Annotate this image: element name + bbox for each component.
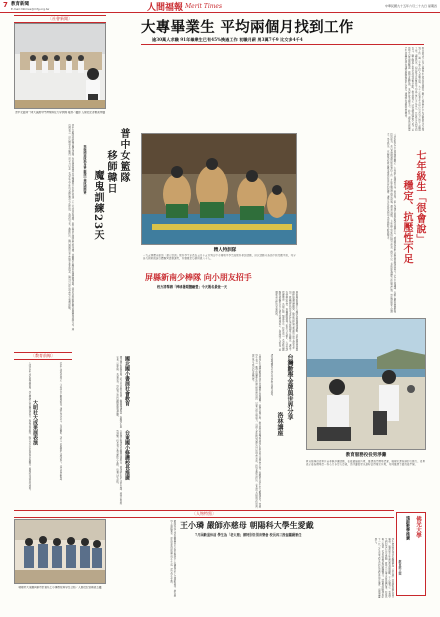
- ad-tag: 教育部立案: [398, 560, 402, 575]
- feature-headline: 王小璘 嚴師亦慈母 朝陽科大學生愛戴: [180, 520, 314, 530]
- section-tag-education: 〔教育前線〕: [14, 352, 72, 360]
- lead-rule: [141, 44, 424, 45]
- left-story-sub: 與韓國球隊熱身賽 觀摩中華隊國際賽: [83, 145, 87, 195]
- left-story-headline-b: 移師韓日: [105, 150, 116, 194]
- masthead-url: E-mail:mtimes@mfg.org.tw: [11, 7, 50, 11]
- beach-cleanup-caption: 教育服務役役男淨灘: [345, 453, 387, 458]
- girls-basketball-caption: 普中女籃隊一隊大溪國中門神球隊在大學訓練 報道／攝影 人間社記者楊美秀攝: [15, 111, 105, 114]
- edu-story-b-body: 國北國小舉辦書展，結合社會教育資源，推廣閱讀風氣，鼓勵學生與家長一同參與，共享書香。學校表示將持續推動閱讀活動。: [115, 356, 122, 428]
- edu-story-e-title: 洛林講座: [276, 412, 283, 436]
- edu-story-e-body: 講座邀請國內外學者分享教育研究成果。: [270, 354, 273, 398]
- section-name: 教育新聞: [11, 2, 29, 7]
- photo-caption-title: 精人特訓隊: [213, 248, 237, 253]
- ad-subtitle: 遠距教學推廣: [406, 516, 411, 540]
- edu-story-b-title: 國北國小書展社會教育: [124, 356, 130, 406]
- left-story-headline-a: 普中女籃隊: [118, 128, 129, 183]
- feature-caption: 朝陽科大景觀與都市計畫系王小璘教授與學生合照／人間社記者陳美玉攝: [18, 586, 102, 589]
- girls-basketball-photo: [14, 23, 106, 109]
- photo-caption-text: 一九五隊體育館的「超人特訓」報名學生家長在五月十五日到台中市城明中學完成報名參加活動，這次活動分為高中組及國中組，共分為九個班級進行體驗營活動課程，名額限定每個班級八十人。: [143, 254, 296, 261]
- edu-story-a-title: 大明社大成果展表演: [32, 400, 38, 445]
- feature-subhead: 7月屆齡退休前 學生為「老太婆」辦特別告別音樂會 校長再三挽留繼續兼任: [195, 533, 302, 537]
- right-story-body: 一項針對企業主管的調查顯示，七年級生表達能力佳、很會說，但工作穩定度與抗壓性普遍不足，成為職場新鮮人最需要加強的部分。企業主管建議，年輕人應培養面對挫折的能力，並以長期規劃的態度看待工作，才能在職場中穩定發展。調查也發現，七年級生對新科技接受度高，創意十足，若能加強團隊合作與責任感，將能發揮更大的潛力。學者指出，家庭與學校教育應重視挫折容忍度的培養，讓學生在成長過程中學習面對失敗與壓力。: [386, 133, 396, 313]
- logo-cn: 人間福報: [147, 3, 184, 13]
- page-number: 7: [3, 1, 8, 9]
- section-tag-campus: 〔社會新聞〕: [14, 15, 106, 23]
- beach-cleanup-text: 教育服務役役男日前參與淨灘活動，在海邊撿拾垃圾，維護海岸環境清潔，展現愛護地球的行動力。役男表示能為環境盡一份心力非常有意義，也呼籲民眾出遊時記得帶走垃圾，共同維護美麗的海岸線。: [306, 460, 426, 467]
- edu-story-a-body-2: 社區大學校長表示，今年學員人數創新高，課程內容多元，包括藝術、語言、電腦與生活技能等，深受民眾歡迎。: [59, 362, 62, 482]
- group-photo-image: [15, 520, 106, 584]
- left-story-body: 普中女籃隊移師韓日魔鬼訓練，利用暑假期間前往韓國與日本進行長達二十三天的移地訓練，與當地高中球隊進行熱身賽，並觀摩中華隊參加國際邀請賽，學習先進的戰術觀念與體能訓練方式。球員們表示，這次機會非常難得，將全力以赴，希望在下學年的全國比賽中爭取佳績，為學校爭光。教練指出，韓日兩國的女子籃球水準都很高，球員可以從中學習許多寶貴經驗。: [67, 124, 74, 331]
- training-kids-photo: [141, 133, 297, 245]
- center-story-sub: 校方將舉辦「棒球暑期體驗營」今天報名最後一天: [157, 285, 228, 289]
- lead-subhead: 逾30萬人求職 91年畢業生已有45%換過工作 初職月薪 男3萬7千9 比女多4千4: [152, 37, 303, 42]
- section-tag-feature: 〔人物特寫〕: [14, 510, 394, 518]
- edu-story-d-body: 台灣學生在國際數學奧林匹亞競賽中表現優異，榮獲多面金牌，教育部特別邀請得獎學生與各界分享學習心得，鼓勵更多學生投入數理研究。得獎學生表示，數學的樂趣在於解決問題的過程，只要有恆心與毅力，每個人都能找到屬於自己的學習方法。指導老師也指出，家長的支持與學校的資源是學生成功的重要因素。: [251, 354, 261, 508]
- lead-headline: 大專畢業生 平均兩個月找到工作: [141, 19, 354, 36]
- beach-image: [307, 319, 426, 450]
- edu-story-d-title: 台灣數學金牌與世界分享: [286, 354, 293, 420]
- center-story-body: 屏東縣新南國小少棒隊為推廣棒球運動，將於暑假期間舉辦棒球暑期體驗營，歡迎對棒球有興趣的小朋友報名參加。教練團將指導基本投打技巧與團隊合作觀念，讓孩子在快樂中學習，培養運動精神。報名今天截止，有意者請把握機會，名額有限，額滿為止。校長表示，希望藉由體驗營發掘更多具有潛力的棒球好手，為校隊注入新血，延續新南少棒的光榮傳統。: [274, 291, 298, 351]
- right-story-headline-a: 七年級生「很會說」: [414, 150, 425, 245]
- edu-story-c-title: 台東國小修護校長推廣: [124, 430, 130, 480]
- lead-body: 教育部今天公布大專畢業生就業狀況調查，顯示大專畢業生平均約兩個月可以找到工作，逾三十萬人投入求職市場，九十一年畢業生當中已有百分之四十五換過工作。調查指出，初次就業月薪男性平均為三萬七千九百元，比女性多出四千四百元，顯示職場上仍存在性別薪資差距。教育部表示，將持續加強產學合作，協助學生提早規劃職涯，縮短求職時間，並提升就業競爭力。此外，調查也發現畢業生普遍認為學校課程與職場需求有落差，建議學校增加實習機會。: [403, 47, 424, 131]
- issue-date: 中華民國九十五年六月二十九日 星期四: [385, 4, 437, 8]
- edu-story-c-body: 台東國小修護校長推廣品德教育，帶領師生從生活中實踐，獲得家長熱烈迴響。校長表示教育應從小紮根，培養良好品格。: [115, 430, 122, 505]
- feature-photo: [14, 519, 106, 584]
- gym-image: [142, 134, 297, 245]
- feature-body: 朝陽科技大學景觀與都市計畫系教授王小璘即將於七月屆齡退休，她在教學上嚴格要求，卻也如慈母般關心學生生活，深受學生愛戴。: [169, 520, 176, 597]
- training-room-image: [15, 24, 106, 109]
- left-story-headline-c: 魔鬼訓練23天: [92, 170, 103, 241]
- newspaper-logo: [147, 1, 222, 12]
- logo-en: Merit Times: [185, 3, 223, 10]
- beach-cleanup-photo: [306, 318, 426, 450]
- feature-body-2: 學生們特別為這位被暱稱為「老太婆」的老師舉辦告別音樂會，感謝她多年來的教誨與照顧。王小璘表示，看到學生們的用心非常感動，教學是一輩子最快樂的事。校長也再三挽留，希望她退休後能繼續兼任，將寶貴經驗傳承給下一代。許多畢業校友也特地返校參加音樂會，場面溫馨感人。: [373, 538, 394, 598]
- ad-title: 佛光大學: [415, 516, 421, 538]
- center-story-headline: 屏縣新南少棒隊 向小朋友招手: [145, 272, 252, 282]
- edu-story-a-body: 大明社區大學舉辦成果展，學員們精心準備表演節目，現場氣氛熱烈，吸引許多社區居民前來觀賞，展現終身學習的成果。: [28, 362, 31, 492]
- right-story-headline-b: 穩定、抗壓性不足: [401, 180, 412, 264]
